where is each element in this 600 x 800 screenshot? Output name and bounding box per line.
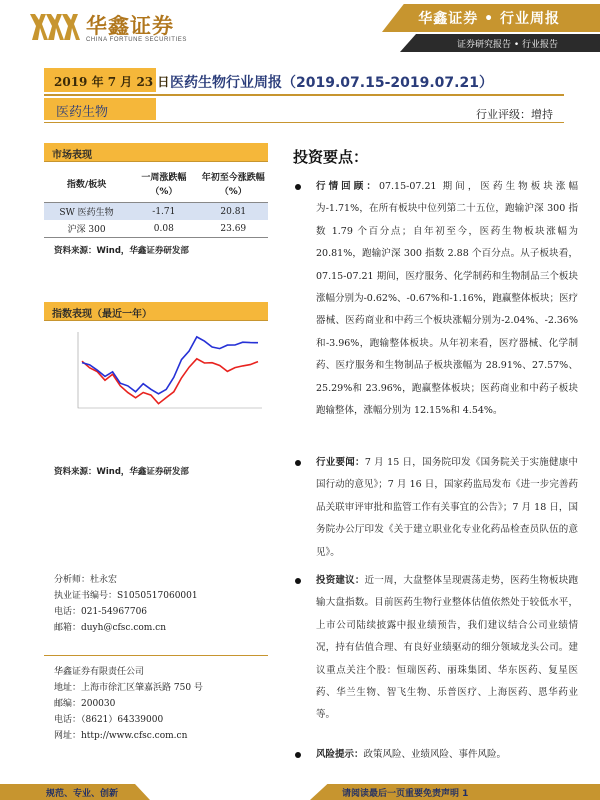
bullet-icon: [295, 184, 301, 190]
chart-section-title: 指数表现（最近一年）: [52, 309, 152, 320]
chart-axis: [78, 332, 262, 408]
firm-website[interactable]: 网址：http://www.cfsc.com.cn: [54, 731, 188, 741]
market-section-header: [44, 143, 268, 161]
divider: [44, 161, 268, 162]
key-point-industry-news: [316, 452, 578, 564]
chart-section-header: [44, 302, 268, 320]
key-point-risk: [316, 744, 578, 766]
chart-source: 资料来源：Wind，华鑫证券研发部: [54, 467, 189, 477]
table-header-cell: 一周涨跌幅（%）: [129, 168, 198, 203]
key-points-title: 投资要点：: [293, 148, 369, 166]
firm-phone: 电话：（8621）64339000: [54, 715, 164, 725]
table-cell: 20.81: [199, 203, 268, 221]
report-banner: [382, 4, 600, 54]
market-table: [44, 168, 268, 238]
company-name-en: CHINA FORTUNE SECURITIES: [86, 37, 187, 43]
table-cell: 23.69: [199, 220, 268, 238]
footer-disclaimer: 请阅读最后一页重要免责声明 1: [342, 789, 469, 799]
table-header-cell: 年初至今涨跌幅（%）: [199, 168, 268, 203]
analyst-name: 分析师：杜永宏: [54, 575, 118, 585]
bullet-icon: [295, 460, 301, 466]
market-section-title: 市场表现: [52, 150, 92, 161]
divider: [44, 320, 268, 321]
series-line-red: [82, 359, 258, 404]
table-cell: 0.08: [129, 220, 198, 238]
series-line-blue: [82, 337, 258, 394]
report-title: 医药生物行业周报（2019.07.15-2019.07.21）: [170, 75, 493, 91]
footer-slogan: 规范、专业、创新: [46, 789, 119, 799]
divider: [44, 94, 564, 96]
firm-postcode: 邮编：200030: [54, 699, 116, 709]
divider: [44, 655, 268, 656]
key-point-label: 风险提示：: [316, 749, 364, 760]
table-cell: 沪深 300: [44, 220, 129, 238]
table-cell: -1.71: [129, 203, 198, 221]
firm-name: 华鑫证券有限责任公司: [54, 667, 145, 677]
company-logo-icon: [26, 10, 80, 44]
analyst-license: 执业证书编号：S1050517060001: [54, 591, 198, 601]
table-row: [44, 220, 268, 238]
table-header-row: [44, 168, 268, 203]
key-point-text: 政策风险、业绩风险、事件风险。: [363, 749, 507, 760]
report-date: 2019 年 7 月 23 日: [54, 75, 170, 89]
analyst-email: 邮箱：duyh@cfsc.com.cn: [54, 623, 167, 633]
table-cell: SW 医药生物: [44, 203, 129, 221]
bullet-icon: [295, 578, 301, 584]
banner-title: 华鑫证券 • 行业周报: [418, 11, 560, 27]
company-name-cn: 华鑫证券: [86, 14, 174, 38]
key-point-text: 07.15-07.21 期间，医药生物板块涨幅为-1.71%，在所有板块中位列第二十五位，跑输沪深 300 指数 1.79 个百分点；自年初至今，医药生物板块涨幅为 20.81%，跑输沪深 300 指数 2.88 个百分点。从子板块看，07.15-07.21 期间，医疗服务、化学制药和生物制品三个板块涨幅分别为-0.62%、-0.67%和-1.16%，跑赢整体板块；医疗器械、医药商业和中药三个板块涨幅分别为-2.04%、-2.36%和-3.96%，跑输整体板块。从年初来看，医疗器械、化学制药、医疗服务和生物制品子板块涨幅为 28.91%、27.57%、25.29%和 23.96%，跑赢整体板块；医药商业和中药子板块跑输整体，涨幅分别为 12.15%和 4.54%。: [316, 181, 578, 417]
key-point-text: 7 月 15 日，国务院印发《国务院关于实施健康中国行动的意见》；7 月 16 日，国家药监局发布《进一步完善药品关联审评审批和监管工作有关事宜的公告》；7 月 18 日，国务院办公厅印发《关于建立职业化专业化药品检查员队伍的意见》。: [316, 457, 578, 558]
industry-rating: 行业评级：增持: [476, 108, 553, 121]
sector-name: 医药生物: [56, 105, 109, 120]
key-point-market-review: [316, 176, 578, 422]
index-chart: [44, 322, 268, 432]
firm-info: [54, 664, 203, 744]
key-point-text: 近一周，大盘整体呈现震荡走势，医药生物板块跑输大盘指数。目前医药生物行业整体估值依然处于较低水平，上市公司陆续披露中报业绩预告，我们建议结合公司业绩情况，持有估值合理、有良好业绩驱动的细分领域龙头公司。建议重点关注个股：恒瑞医药、丽珠集团、华东医药、复星医药、华兰生物、智飞生物、乐普医疗、上海医药、恩华药业等。: [316, 575, 578, 721]
key-point-label: 行业要闻：: [316, 457, 365, 468]
firm-address: 地址：上海市徐汇区肇嘉浜路 750 号: [54, 683, 203, 693]
key-point-investment-advice: [316, 570, 578, 727]
key-point-label: 投资建议：: [316, 575, 365, 586]
bullet-icon: [295, 752, 301, 758]
index-chart-svg: [44, 322, 268, 432]
key-point-label: 行情回顾：: [316, 181, 379, 192]
analyst-info: [54, 572, 198, 636]
table-source: 资料来源：Wind，华鑫证券研发部: [54, 246, 189, 256]
banner-subtitle: 证券研究报告 • 行业报告: [456, 40, 558, 50]
table-row: [44, 203, 268, 221]
divider: [44, 122, 564, 123]
analyst-phone: 电话：021-54967706: [54, 607, 148, 617]
company-logo: [26, 6, 216, 46]
table-header-cell: 指数/板块: [44, 168, 129, 203]
